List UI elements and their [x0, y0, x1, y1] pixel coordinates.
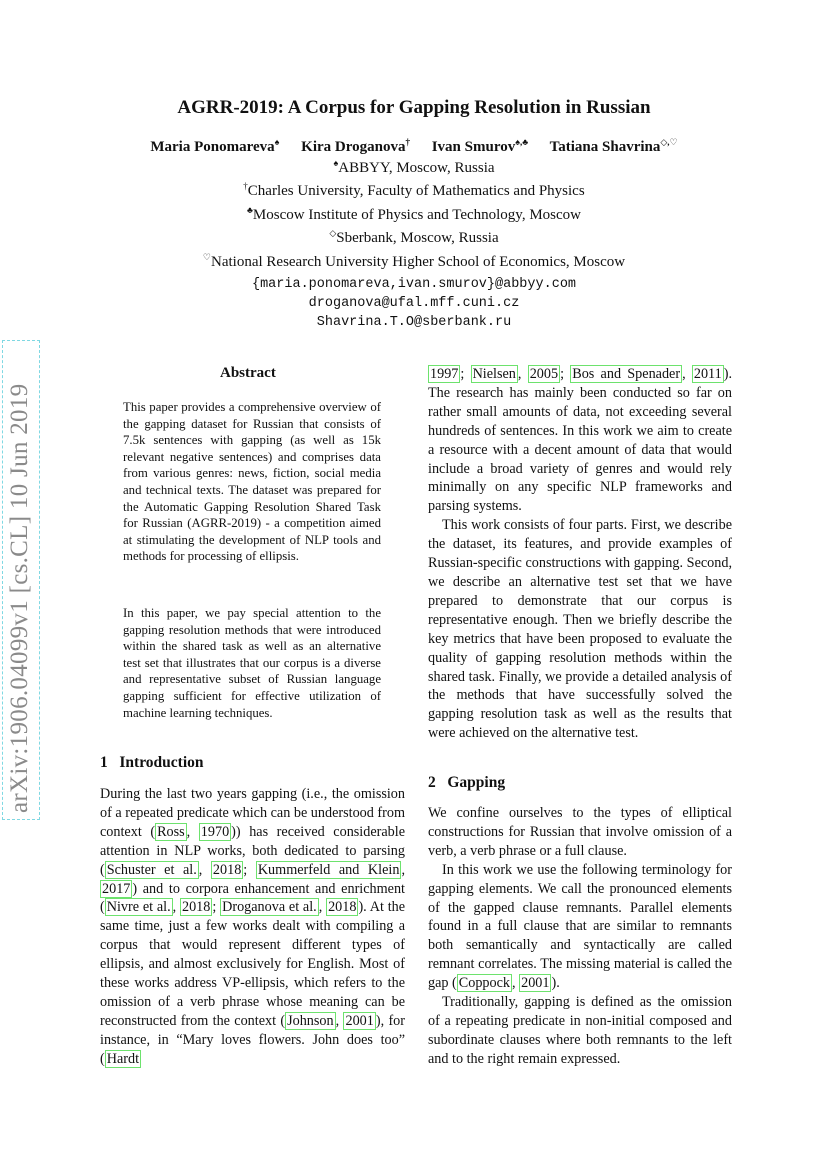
- body-text: ,: [335, 1012, 344, 1029]
- citation-link[interactable]: 2018: [212, 861, 242, 878]
- arxiv-stamp[interactable]: arXiv:1906.04099v1 [cs.CL] 10 Jun 2019: [2, 340, 40, 820]
- affiliation-text: Charles University, Faculty of Mathematics and Physics: [247, 183, 585, 199]
- section-title: Gapping: [447, 774, 506, 791]
- author-list: [0, 137, 828, 156]
- body-text: ,: [401, 861, 406, 878]
- citation-link[interactable]: Ross: [157, 823, 185, 840]
- citation-link[interactable]: Schuster et al.: [106, 861, 197, 878]
- body-text: ;: [460, 366, 471, 382]
- abstract-paragraph: In this paper, we pay special attention to the gapping resolution methods that were introduced within the shared task as well as an alternative test set that illustrates that our corpus is a diverse and representative subset of Russian language gapping sufficient for effective utilization of machine learning techniques.: [123, 606, 381, 720]
- affiliation-mark: ♠: [333, 158, 339, 168]
- body-text: ;: [243, 861, 256, 878]
- body-text: During the last two years gapping (i.e., the omission of a repeated predicate which can be understood from context (: [100, 786, 405, 840]
- section-heading-introduction: [100, 754, 204, 772]
- affiliation: [0, 228, 828, 247]
- section-title: Introduction: [119, 754, 204, 771]
- body-text: ).: [551, 975, 560, 992]
- body-text: ,: [186, 823, 199, 840]
- affiliation-mark: ♣: [247, 205, 253, 215]
- citation-link[interactable]: Nivre et al.: [106, 899, 171, 916]
- author-mark: ◇,♡: [660, 137, 678, 147]
- abstract-paragraph: This paper provides a comprehensive overview of the gapping dataset for Russian that consists of 7.5k sentences with gapping (as well as 15k relevant negative sentences) and comprises data from various genres: news, fiction, social media and technical texts. The dataset was prepared for the Automatic Gapping Resolution Shared Task for Russian (AGRR-2019) - a competition aimed at stimulating the development of NLP tools and methods for processing of ellipsis.: [123, 400, 381, 564]
- email[interactable]: {maria.ponomareva,ivan.smurov}@abbyy.com: [251, 277, 577, 292]
- citation-link[interactable]: Coppock: [458, 975, 510, 992]
- affiliation-text: Moscow Institute of Physics and Technology, Moscow: [252, 207, 581, 223]
- email[interactable]: Shavrina.T.O@sberbank.ru: [316, 315, 512, 330]
- affiliation: [0, 181, 828, 200]
- body-text: In this work we use the following terminology for gapping elements. We call the pronounced elements of the gapped clause remnants. Parallel elements found in a full clause that are similar to remnants both semantically and syntactically are called remnant correlates. The missing material is called the gap (: [428, 861, 732, 992]
- section-heading-gapping: [428, 774, 505, 792]
- citation-link[interactable]: 1970: [200, 823, 230, 840]
- body-text: ), for instance, in “Mary loves flowers. John does too” (: [100, 1012, 405, 1067]
- body-text: ,: [198, 861, 211, 878]
- citation-link[interactable]: Bos and Spenader: [572, 366, 681, 382]
- affiliation-text: Sberbank, Moscow, Russia: [336, 230, 499, 246]
- introduction-text: [100, 785, 405, 1069]
- citation-link[interactable]: 2018: [328, 899, 357, 916]
- author-mark: †: [405, 137, 410, 147]
- citation-link[interactable]: Kummerfeld and Klein: [257, 861, 400, 878]
- affiliation: [0, 158, 828, 177]
- gapping-text: [428, 804, 732, 1069]
- author-name: Tatiana Shavrina: [549, 139, 661, 155]
- body-paragraph: Traditionally, gapping is defined as the omission of a repeating predicate in non-initial composed and subordinate clauses where both remnants to the left and to the right remain expressed.: [428, 994, 732, 1067]
- section-number: 1: [100, 754, 108, 771]
- citation-link[interactable]: Nielsen: [472, 366, 516, 382]
- citation-link[interactable]: 2018: [181, 899, 211, 916]
- citation-link[interactable]: Droganova et al.: [222, 899, 317, 916]
- author-mark: ♠: [274, 137, 280, 147]
- citation-link[interactable]: 2001: [345, 1012, 374, 1029]
- author-name: Kira Droganova: [301, 139, 406, 155]
- body-text: ). At the same time, just a few works dealt with compiling a corpus that would represent different types of ellipsis, and almost exclusively for English. Most of these works address VP-ellipsis, which refers to the omission of a verb phrase whose meaning can be reconstructed from the context (: [100, 899, 406, 1029]
- affiliation: [0, 205, 828, 224]
- affiliation-mark: †: [243, 181, 248, 191]
- citation-link[interactable]: 2011: [693, 366, 722, 382]
- body-text: ,: [682, 366, 692, 382]
- body-text: ,: [512, 975, 520, 992]
- body-text: ). The research has mainly been conducted so far on rather small amounts of data, not exceeding several hundreds of sentences. In this work we aim to create a resource with a decent amount of data that would include a broad variety of genres and would rely minimally on any specific NLP frameworks and parsing systems.: [428, 366, 732, 515]
- affiliation-text: National Research University Higher School of Economics, Moscow: [211, 254, 626, 270]
- body-text: ,: [517, 366, 528, 382]
- body-paragraph: This work consists of four parts. First, we describe the dataset, its features, and provide examples of Russian-specific constructions with gapping. Second, we describe an alternative test set that we have prepared to demonstrate that our corpus is representative enough. Then we briefly describe the key metrics that have been proposed to evaluate the quality of gapping resolution methods within the shared task. Finally, we provide a detailed analysis of the methods that have successfully solved the gapping resolution task as well as the results that were achieved on the alternative test.: [428, 517, 732, 742]
- citation-link[interactable]: Hardt: [106, 1050, 140, 1067]
- affiliation-mark: ◇: [329, 228, 337, 238]
- body-paragraph: We confine ourselves to the types of elliptical constructions for Russian that involve omission of a verb, a verb phrase or a full clause.: [428, 805, 732, 859]
- body-text: ;: [560, 366, 571, 382]
- author-name: Maria Ponomareva: [150, 139, 275, 155]
- body-text: ,: [172, 899, 180, 916]
- paper-title: AGRR-2019: A Corpus for Gapping Resolution in Russian: [177, 97, 651, 118]
- section-number: 2: [428, 774, 436, 791]
- affiliation: [0, 252, 828, 271]
- citation-link[interactable]: 2005: [529, 366, 559, 382]
- citation-link[interactable]: 1997: [430, 366, 459, 382]
- affiliation-text: ABBYY, Moscow, Russia: [338, 160, 495, 176]
- body-text: ) and to corpora enhancement and enrichment (: [100, 880, 405, 916]
- abstract-heading: Abstract: [220, 365, 276, 381]
- author-name: Ivan Smurov: [431, 139, 516, 155]
- email[interactable]: droganova@ufal.mff.cuni.cz: [308, 296, 520, 311]
- right-column-text: [428, 365, 732, 743]
- citation-link[interactable]: 2001: [521, 975, 550, 992]
- body-text: ;: [212, 899, 221, 916]
- author-mark: ♠,♣: [515, 137, 529, 147]
- body-text: )) has received considerable attention in NLP works, both dedicated to parsing (: [100, 823, 405, 878]
- affiliation-mark: ♡: [202, 252, 211, 262]
- citation-link[interactable]: Johnson: [287, 1012, 334, 1029]
- body-text: ,: [318, 899, 327, 916]
- citation-link[interactable]: 2017: [102, 880, 131, 897]
